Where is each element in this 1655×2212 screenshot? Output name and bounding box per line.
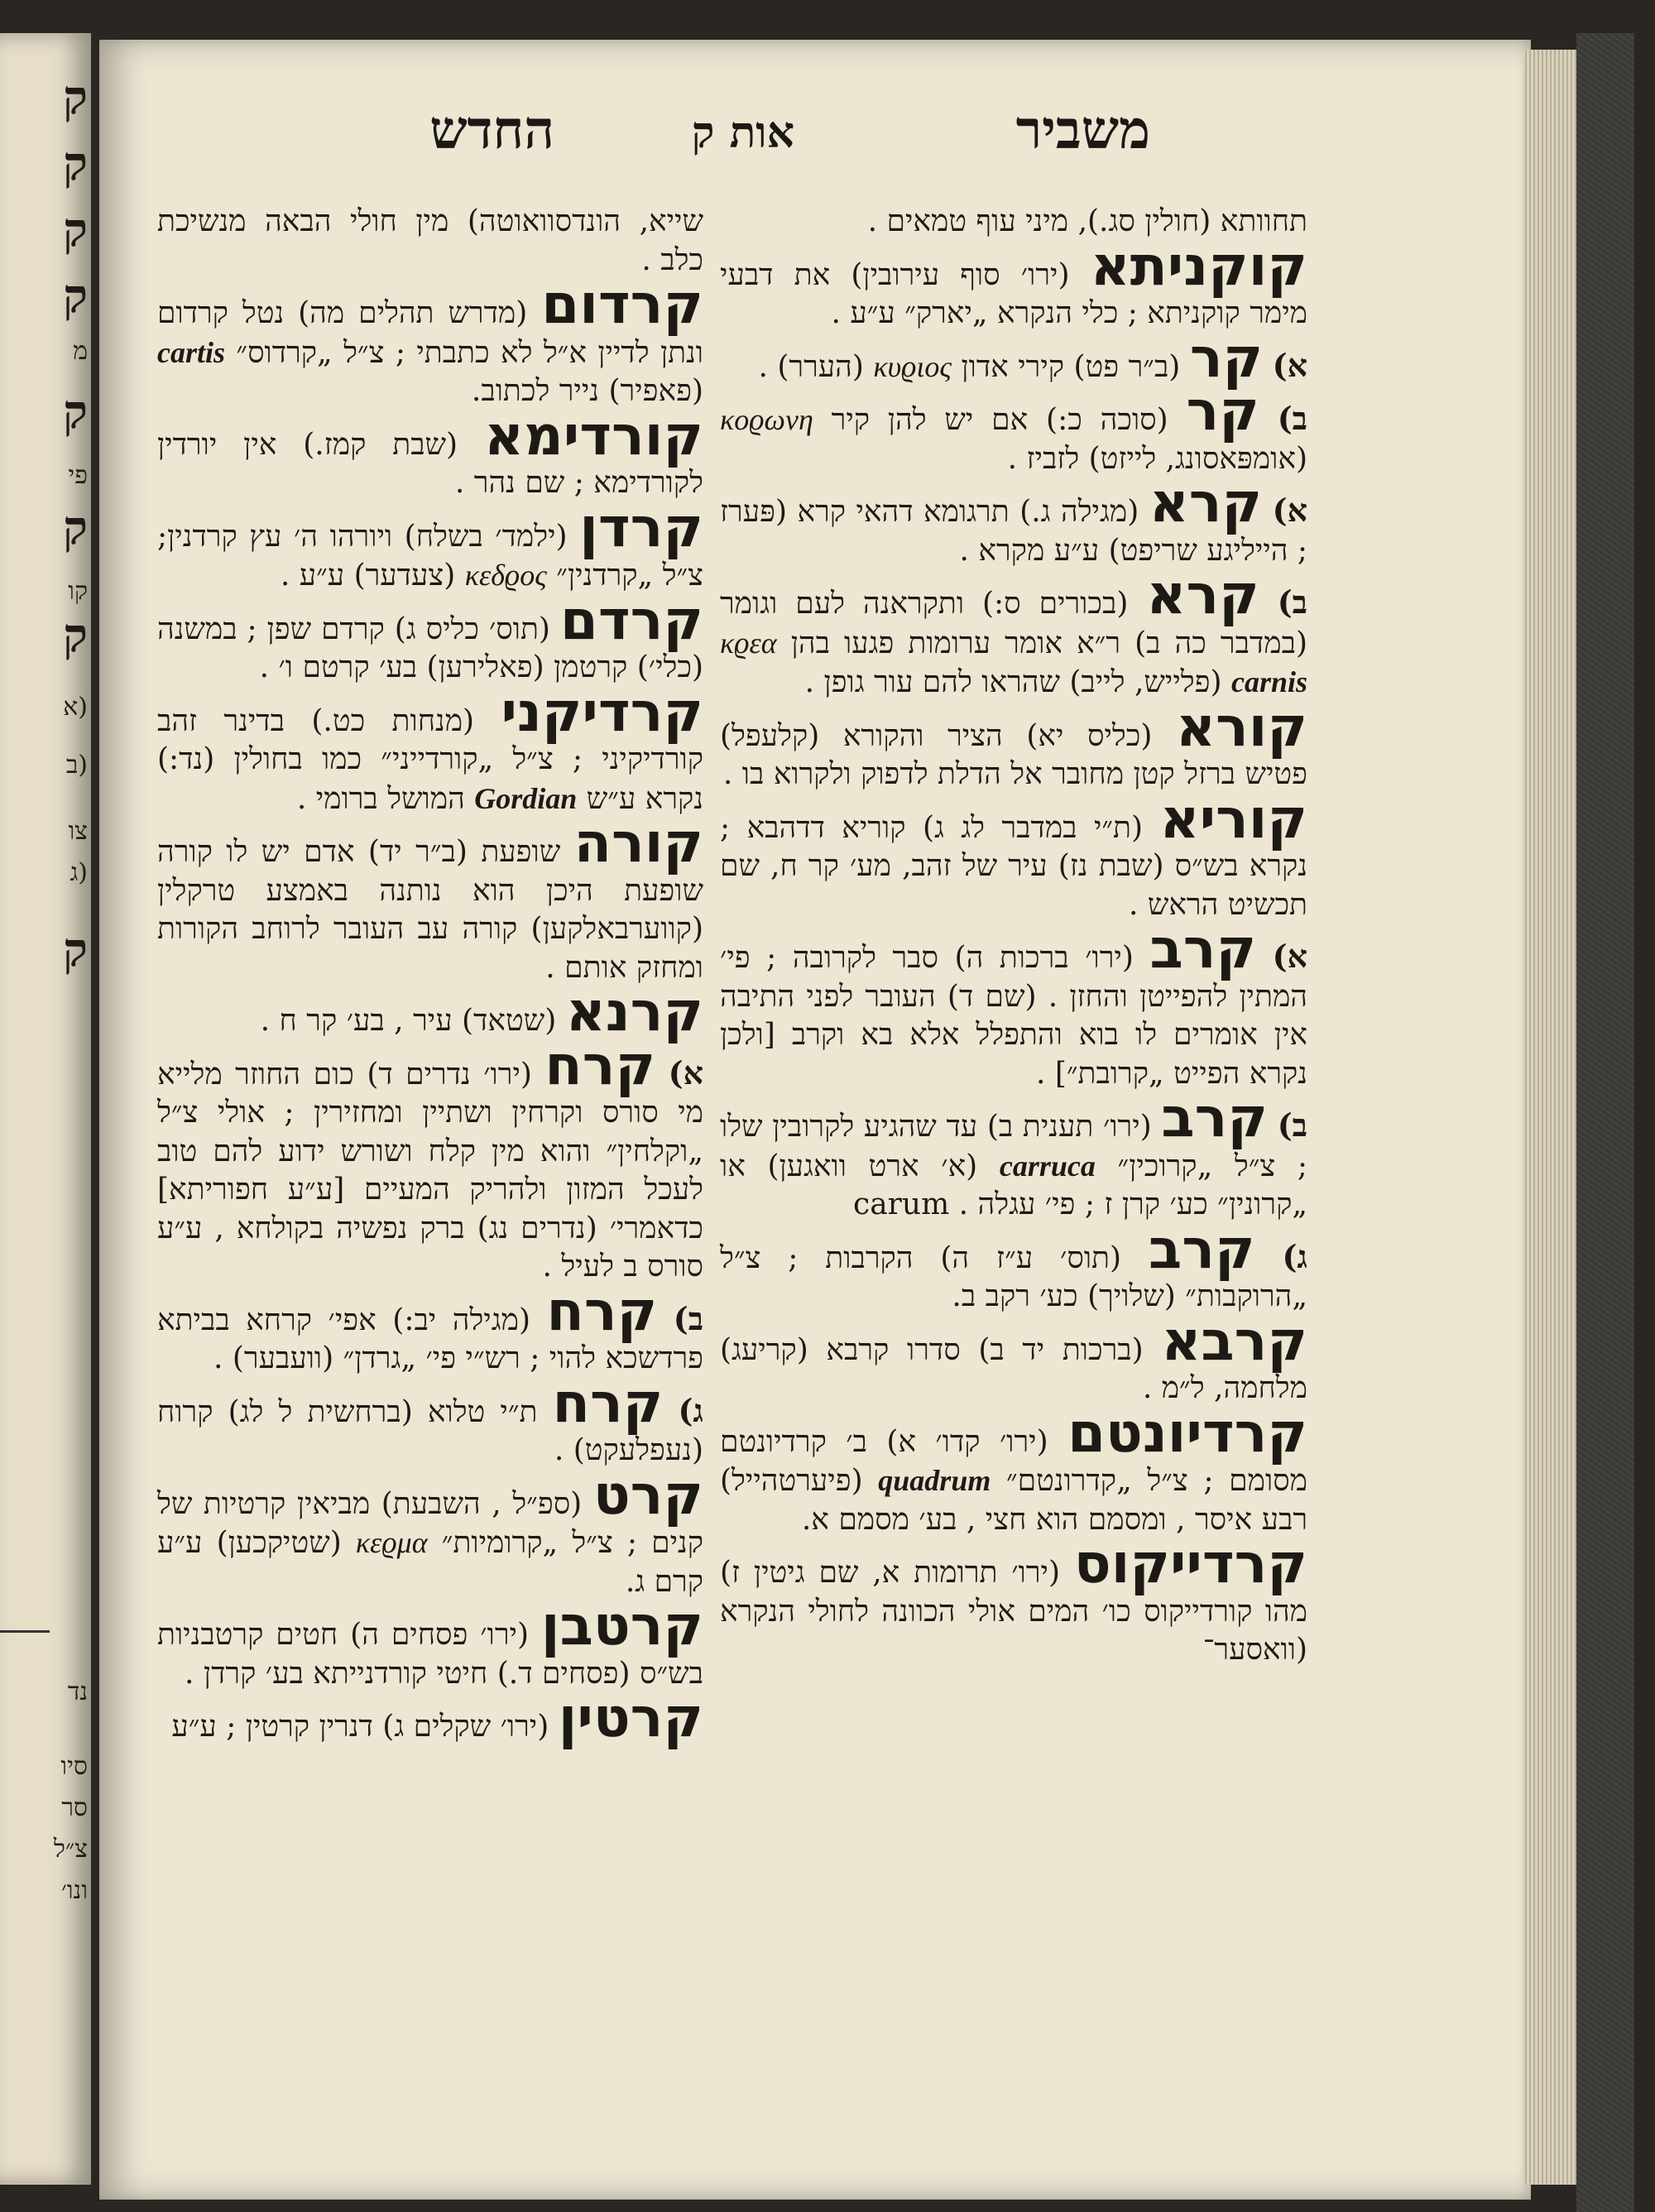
- left-page-fragment: ונו׳: [60, 1876, 88, 1905]
- entry-latin-term: carruca: [999, 1149, 1096, 1183]
- left-page-fragment: ק: [63, 501, 88, 555]
- entry-headword: קרדייקוס: [1073, 1532, 1307, 1595]
- dictionary-entry: [157, 1279, 704, 1379]
- entry-definition: (ירו׳ סוף עירובין) את דבעי מימר קוקניתא ; כלי הנקרא „יארק״ ע״ע .: [720, 257, 1307, 330]
- entry-definition: תחוותא (חולין סג.), מיני עוף טמאים .: [867, 204, 1307, 238]
- entry-definition: (שטאד) עיר , בע׳ קר ח .: [260, 1004, 557, 1038]
- entry-headword: קוקניתא: [1090, 233, 1307, 298]
- entry-sense-number: א): [1272, 346, 1307, 384]
- dictionary-entry: [157, 679, 703, 819]
- entry-definition: (שבת קמז.) אין יורדין לקורדימא ; שם נהר .: [157, 427, 703, 500]
- entry-headword: קרדן: [579, 495, 703, 559]
- entry-latin-term: cartis: [157, 335, 226, 369]
- dictionary-entry: [157, 203, 703, 280]
- left-page-fragment: א): [63, 693, 88, 722]
- entry-definition: (מדרש תהלים מה) נטל קרדום ונתן לדיין א״ל לא כתבתי ; צ״ל „קרדוס״: [157, 296, 703, 370]
- dictionary-entry: [157, 588, 703, 688]
- left-page-fragment: צו: [68, 817, 88, 846]
- entry-headword: קרדיקני: [501, 679, 703, 744]
- entry-sense-number: ב): [1277, 1106, 1307, 1144]
- dictionary-entry: [720, 1400, 1307, 1540]
- entry-headword: קרטין: [558, 1686, 703, 1749]
- left-page-fragment: ק: [63, 385, 88, 439]
- entry-headword: קרדיונטם: [1067, 1400, 1307, 1465]
- entry-sense-number: ג): [1282, 1237, 1307, 1275]
- entry-definition-tail: (הערר) .: [758, 349, 864, 384]
- entry-headword: קר: [1186, 379, 1259, 443]
- entry-sense-number: א): [1272, 938, 1307, 975]
- running-title-left: החדש: [429, 99, 554, 161]
- entry-sense-number: א): [1272, 492, 1307, 529]
- dictionary-entry: [157, 403, 704, 503]
- entry-headword: קרנא: [565, 980, 703, 1044]
- page-header: [323, 99, 1150, 174]
- entry-latin-term: quadrum: [878, 1464, 991, 1497]
- entry-greek-term: κεϱμα: [355, 1526, 428, 1559]
- entry-headword: קורא: [1175, 694, 1307, 759]
- book-cover-edge: [1576, 33, 1634, 2212]
- dictionary-entry: [720, 1532, 1307, 1670]
- entry-headword: קרב: [1161, 1086, 1268, 1149]
- entry-definition: (תוס׳ כליס ג) קרדם שפן ; במשנה (כלי׳) קרטמן (פאלירען) בע׳ קרטם ו׳ .: [157, 612, 703, 684]
- entry-definition: (מנחות כט.) בדינר זהב קורדיקיני ; צ״ל „קורדייני״ כמו בחולין (נד:) נקרא ע״ש: [157, 703, 703, 816]
- entry-definition: (ברכות יד ב) סדרו קרבא (קריעג) מלחמה, ל״מ .: [720, 1332, 1307, 1405]
- entry-sense-number: ג): [678, 1391, 703, 1429]
- entry-definition-tail: (פלייש, לייב) שהראו להם עור גופן .: [804, 665, 1222, 699]
- entry-definition-tail: (פיערטהייל) רבע איסר , ומסמם הוא חצי , בע׳ מסמם א.: [720, 1464, 1307, 1537]
- entry-definition: (כליס יא) הציר והקורא (קלעפל) פטיש ברזל קטן מחובר אל הדלת לדפוק ולקרוא בו .: [720, 718, 1307, 791]
- entry-definition: (ב״ר פט) קירי אדון: [961, 349, 1181, 384]
- dictionary-entry: [720, 471, 1307, 570]
- dictionary-entry: [720, 563, 1307, 703]
- left-text-column: [157, 203, 703, 1747]
- entry-sense-number: ב): [673, 1299, 704, 1337]
- dictionary-entry: [157, 1033, 703, 1287]
- entry-greek-term: κυϱιος: [873, 349, 952, 383]
- left-page-fragment: ק: [63, 70, 88, 125]
- entry-headword: קרטבן: [540, 1594, 703, 1658]
- dictionary-entry: [157, 272, 703, 411]
- left-page-fragment: נד: [67, 1677, 88, 1706]
- entry-definition: (ספ״ל , השבעת) מביאין קרטיות של קנים ; צ״ל „קרומיות״: [157, 1486, 704, 1560]
- entry-definition: (ת״י במדבר לג ג) קוריא דדהבא ; נקרא בש״ס (שבת נז) עיר של זהב, מע׳ קר ח, שם תכשיט הראש .: [720, 810, 1307, 922]
- left-page-rule: [0, 1630, 50, 1633]
- left-page-fragment: מ: [73, 337, 88, 366]
- dictionary-entry: [720, 1086, 1307, 1225]
- entry-headword: קרדם: [559, 588, 703, 652]
- dictionary-entry: [157, 1462, 704, 1602]
- dictionary-entry: [720, 1308, 1308, 1408]
- entry-definition: (ירו׳ תענית ב) עד שהגיע לקרובין שלו ; צ״ל „קרוכין״: [720, 1110, 1307, 1183]
- entry-headword: קרב: [1149, 917, 1257, 981]
- entry-definition: שייא, הונדסוואוטה) מין חולי הבאה מנשיכת כלב .: [157, 204, 703, 277]
- entry-definition: (בכורים ס:) ותקראנה לעם וגומר (במדבר כה ב) ר״א אומר ערומות פגעו בהן: [720, 587, 1307, 660]
- left-page-fragment: סיו: [60, 1752, 88, 1781]
- entry-definition: (ירו׳ תרומות א, שם גיטין ז) מהו קורדייקוס כו׳ המים אולי הכוונה לחולי הנקרא (וואסער־: [720, 1556, 1307, 1667]
- dictionary-entry: [720, 233, 1307, 333]
- entry-definition: ת״י טלוא (ברחשית ל לג) קרוח (נעפלעקט) .: [157, 1394, 703, 1467]
- entry-definition-tail: (אומפּאסונג, לייזט) לזביז .: [1007, 441, 1307, 476]
- entry-definition: (ירו׳ נדרים ד) כום החוזר מלייא מי סורס וקרחין ושתיין ומחזירין ; אולי צ״ל „וקלחין״ והוא מין קלח ושורש ידוע להם טוב לעכל המזון ולהריק המעיים [ע״ע חפוריתא] כדאמרי׳ (נדרים נג) ברק נפשיה בקולחא , ע״ע סורס ב לעיל .: [157, 1057, 703, 1284]
- entry-headword: קורדימא: [483, 403, 704, 468]
- entry-definition: (מגילה יב:) אפי׳ קרחא בביתא פרדשכא להוי ; רש״י פי׳ „גרדן״ (וועבער) .: [157, 1303, 703, 1375]
- dictionary-entry: [157, 1370, 703, 1471]
- left-page-fragment: סר: [61, 1793, 88, 1822]
- entry-definition: (ירו׳ ברכות ה) סבר לקרובה ; פי׳ המתין להפייטן והחזן . (שם ד) העובר לפני התיבה אין אומרים לו בוא והתפלל אלא בא וקרב [ולכן נקרא הפייט „קרובת״] .: [720, 941, 1307, 1091]
- entry-sense-number: א): [668, 1053, 703, 1092]
- left-page-fragment: ק: [63, 269, 88, 324]
- dictionary-entry: [720, 694, 1307, 794]
- page-edges: [1523, 50, 1581, 2185]
- dictionary-entry: [720, 379, 1307, 478]
- entry-definition-tail: (פאפיר) נייר לכתוב.: [471, 374, 703, 408]
- entry-definition: (ירו׳ שקלים ג) דנרין קרטין ; ע״ע: [171, 1710, 549, 1744]
- entry-headword: קרח: [552, 1370, 664, 1435]
- dictionary-entry: [720, 1216, 1307, 1317]
- left-page-fragment: ק: [63, 608, 88, 663]
- entry-definition: (ילמד׳ בשלח) ויורהו ה׳ עץ קרדנין; צ״ל „קרדנין״: [157, 519, 703, 593]
- entry-headword: קר: [1189, 325, 1264, 390]
- dictionary-entry: [720, 917, 1307, 1093]
- entry-definition: שופעת (ב״ר יד) אדם יש לו קורה שופעת היכן הוא נותנה באמצע טרקלין (קווערבאלקען) קורה עב העובר לרוחב הקורות ומחזק אותם .: [157, 835, 703, 985]
- dictionary-entry: [720, 786, 1307, 925]
- entry-definition-tail: (צעדער) ע״ע .: [280, 559, 456, 593]
- entry-definition: (ירו׳ פסחים ה) חטים קרטבניות בש״ס (פסחים ד.) חיטי קורדנייתא בע׳ קרדן .: [157, 1618, 703, 1691]
- entry-headword: קרט: [592, 1462, 704, 1527]
- letter-heading: אות ק: [691, 108, 794, 158]
- left-page-fragment: ק: [63, 203, 88, 257]
- left-page-fragment: ג): [70, 858, 88, 887]
- entry-definition-tail: (א׳ ארט וואגען) או „קרונין״ כע׳ קרן ז ; פי׳ עגלה . carum: [720, 1149, 1307, 1221]
- dictionary-entry: [157, 811, 703, 987]
- entry-definition-tail: (שטיקכען) ע״ע קרם ג.: [157, 1526, 703, 1599]
- entry-headword: קרבא: [1161, 1308, 1308, 1373]
- dictionary-entry: [157, 1686, 703, 1749]
- left-page-fragment: ק: [63, 137, 88, 191]
- entry-headword: קוריא: [1159, 786, 1307, 851]
- entry-latin-term: carnis: [1230, 665, 1307, 698]
- left-page-fragment: ק: [63, 923, 88, 977]
- entry-headword: קורה: [573, 811, 703, 875]
- dictionary-entry: [157, 1594, 703, 1693]
- entry-latin-term: Gordian: [474, 781, 578, 815]
- dictionary-entry: [157, 495, 703, 596]
- entry-headword: קרח: [546, 1279, 658, 1343]
- entry-sense-number: ב): [1277, 583, 1307, 621]
- entry-headword: קרח: [544, 1033, 656, 1097]
- entry-headword: קרדום: [541, 272, 703, 336]
- right-text-column: [720, 203, 1307, 1670]
- entry-headword: קרא: [1149, 471, 1263, 535]
- entry-greek-term: κοϱωνη: [720, 403, 813, 436]
- entry-definition: (סוכה כ:) אם יש להן קיר: [831, 403, 1168, 437]
- entry-definition-tail: המושל ברומי .: [296, 781, 465, 816]
- left-page-fragment: צ״ל: [53, 1835, 88, 1864]
- entry-sense-number: ב): [1277, 400, 1307, 437]
- entry-definition: (ירו׳ קדו׳ א) ב׳ קרדיונטם מסומם ; צ״ל „קדרונטם״: [720, 1424, 1307, 1498]
- left-facing-page: [0, 33, 91, 2185]
- left-page-fragment: ב): [65, 751, 88, 780]
- entry-greek-term: κϱεα: [720, 626, 777, 660]
- entry-definition: (תוס׳ ע״ז ה) הקרבות ; צ״ל „הרוקבות״ (שלויך) כע׳ רקב ב.: [720, 1240, 1307, 1313]
- running-title-right: משביר: [1015, 99, 1150, 161]
- entry-headword: קרב: [1148, 1216, 1255, 1281]
- left-page-fragment: פי: [68, 461, 88, 490]
- entry-headword: קרא: [1146, 563, 1259, 626]
- left-page-fragment: קו: [68, 577, 88, 606]
- entry-definition: (מגילה ג.) תרגומא דהאי קרא (פּערז ; הייליגע שריפט) ע״ע מקרא .: [720, 495, 1307, 568]
- entry-greek-term: κεδϱος: [464, 559, 547, 592]
